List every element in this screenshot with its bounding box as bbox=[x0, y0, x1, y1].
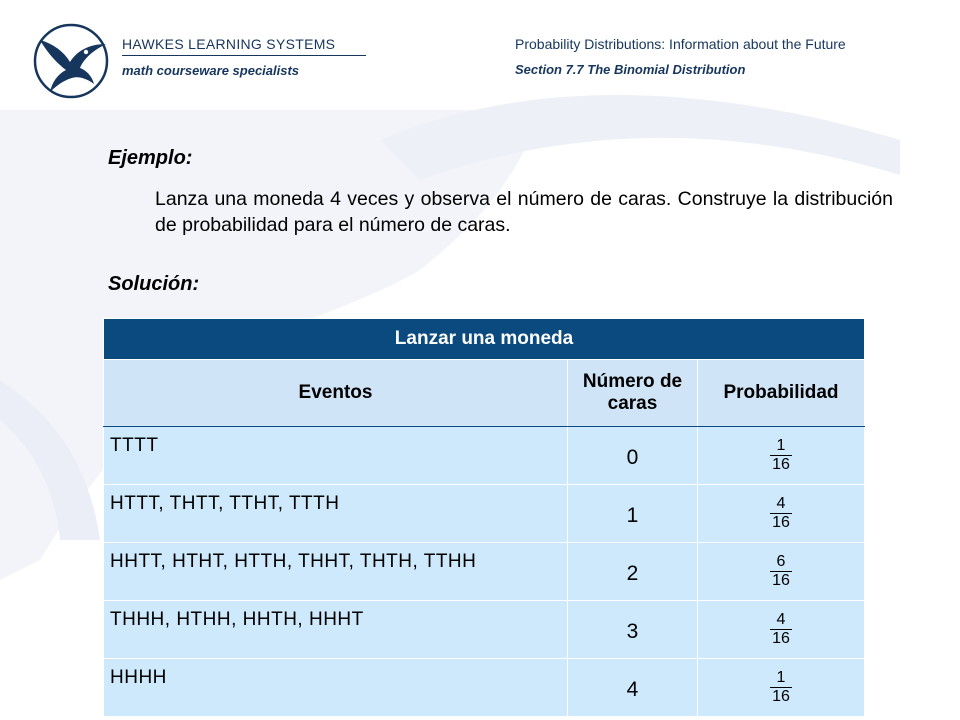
heads-cell: 3 bbox=[568, 601, 698, 659]
probability-cell bbox=[698, 543, 865, 601]
fraction-numerator: 1 bbox=[770, 669, 792, 688]
events-cell: TTTT bbox=[104, 427, 568, 485]
hawkes-logo-icon bbox=[32, 22, 110, 100]
header-events: Eventos bbox=[104, 360, 568, 427]
brand-tagline: math courseware specialists bbox=[122, 63, 300, 78]
table-row bbox=[104, 485, 865, 543]
heads-cell: 4 bbox=[568, 659, 698, 717]
table-row bbox=[104, 601, 865, 659]
problem-text: Lanza una moneda 4 veces y observa el número de caras. Construye la distribución de probabilidad para el número de caras. bbox=[155, 188, 893, 236]
table-title: Lanzar una moneda bbox=[104, 319, 865, 360]
fraction-denominator: 16 bbox=[772, 456, 790, 473]
fraction-denominator: 16 bbox=[772, 630, 790, 647]
fraction-numerator: 1 bbox=[770, 437, 792, 456]
probability-fraction bbox=[770, 611, 792, 648]
heads-cell: 1 bbox=[568, 485, 698, 543]
course-title: Probability Distributions: Information about the Future bbox=[515, 36, 846, 52]
example-heading: Ejemplo: bbox=[108, 147, 193, 169]
probability-fraction bbox=[770, 437, 792, 474]
events-cell: HHTT, HTHT, HTTH, THHT, THTH, TTHH bbox=[104, 543, 568, 601]
fraction-numerator: 4 bbox=[770, 495, 792, 514]
probability-cell bbox=[698, 485, 865, 543]
fraction-denominator: 16 bbox=[772, 514, 790, 531]
fraction-numerator: 6 bbox=[770, 553, 792, 572]
header-heads-count-label: Número de caras bbox=[582, 371, 683, 414]
probability-cell bbox=[698, 659, 865, 717]
table-row bbox=[104, 427, 865, 485]
fraction-denominator: 16 bbox=[772, 572, 790, 589]
probability-fraction bbox=[770, 553, 792, 590]
probability-fraction bbox=[770, 495, 792, 532]
table-row bbox=[104, 543, 865, 601]
fraction-numerator: 4 bbox=[770, 611, 792, 630]
probability-cell bbox=[698, 427, 865, 485]
header-heads-count bbox=[568, 360, 698, 427]
brand-block bbox=[122, 36, 366, 78]
header-probability: Probabilidad bbox=[698, 360, 865, 427]
events-cell: THHH, HTHH, HHTH, HHHT bbox=[104, 601, 568, 659]
course-block bbox=[515, 36, 846, 77]
fraction-denominator: 16 bbox=[772, 688, 790, 705]
heads-cell: 2 bbox=[568, 543, 698, 601]
brand-name: HAWKES LEARNING SYSTEMS bbox=[122, 36, 366, 56]
heads-cell: 0 bbox=[568, 427, 698, 485]
probability-fraction bbox=[770, 669, 792, 706]
events-cell: HTTT, THTT, TTHT, TTTH bbox=[104, 485, 568, 543]
probability-cell bbox=[698, 601, 865, 659]
section-title: Section 7.7 The Binomial Distribution bbox=[515, 62, 746, 77]
table-row bbox=[104, 659, 865, 717]
events-cell: HHHH bbox=[104, 659, 568, 717]
probability-table bbox=[103, 318, 865, 717]
solution-heading: Solución: bbox=[108, 273, 200, 295]
